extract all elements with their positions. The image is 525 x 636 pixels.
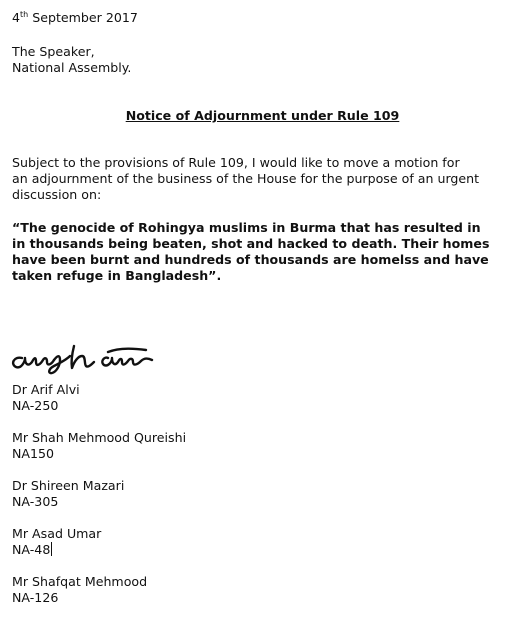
body-line-2: an adjournment of the business of the House for the purpose of an urgent [12,171,480,186]
signatory-4 [12,526,312,558]
motion-line-1: “The genocide of Rohingya muslims in Burma that has resulted in [12,220,481,235]
notice-body [12,155,517,203]
date-rest: September 2017 [28,10,138,25]
signatories-list [12,382,312,622]
signatory-constituency: NA-250 [12,398,59,413]
signatory-5 [12,574,312,606]
body-line-3: discussion on: [12,187,102,202]
motion-line-4: taken refuge in Bangladesh”. [12,268,222,283]
signatory-name: Dr Shireen Mazari [12,478,125,493]
date-day: 4 [12,10,21,25]
signatory-constituency: NA150 [12,446,55,461]
signatory-1 [12,382,312,414]
addressee-block [12,44,131,76]
handwritten-signature-icon [8,336,168,376]
signatory-constituency-row [12,542,312,558]
motion-line-3: have been burnt and hundreds of thousands are homelss and have [12,252,489,267]
letter-date [12,10,138,26]
motion-text [12,220,517,284]
signatory-constituency: NA-126 [12,590,59,605]
signatory-name: Dr Arif Alvi [12,382,80,397]
notice-heading: Notice of Adjournment under Rule 109 [125,108,400,123]
signatory-2 [12,430,312,462]
signatory-3 [12,478,312,510]
signatory-name: Mr Shafqat Mehmood [12,574,148,589]
motion-line-2: in thousands being beaten, shot and hacked to death. Their homes [12,236,490,251]
text-cursor-icon [51,542,52,556]
date-suffix: th [20,9,29,19]
signatory-name: Mr Shah Mehmood Qureishi [12,430,187,445]
addressee-line-2: National Assembly. [12,60,132,75]
body-line-1: Subject to the provisions of Rule 109, I would like to move a motion for [12,155,460,170]
signatory-constituency: NA-305 [12,494,59,509]
addressee-line-1: The Speaker, [12,44,95,59]
signatory-name: Mr Asad Umar [12,526,102,541]
signatory-constituency: NA-48 [12,542,51,557]
